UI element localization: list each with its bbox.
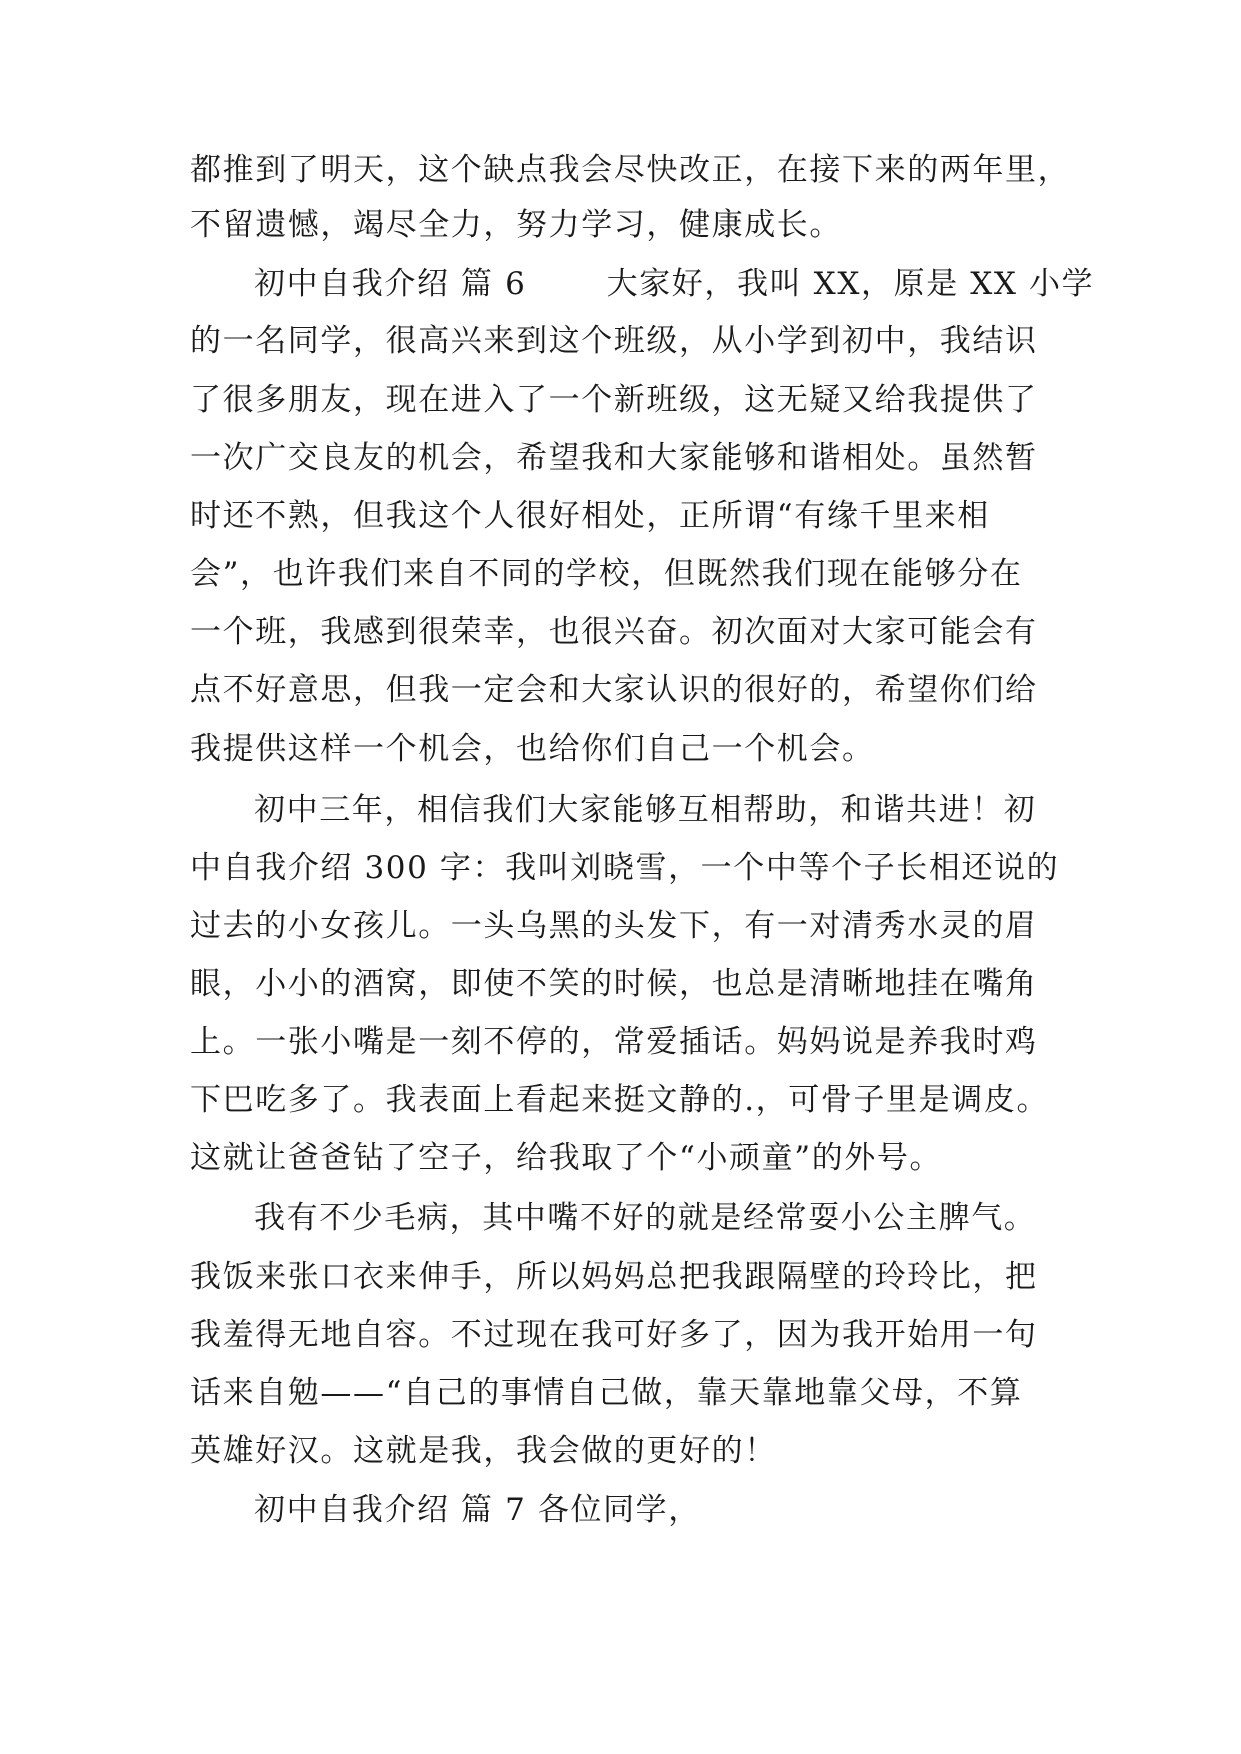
text-line: 英雄好汉。这就是我，我会做的更好的！: [190, 1433, 777, 1469]
text-line: 我饭来张口衣来伸手，所以妈妈总把我跟隔壁的玲玲比，把: [190, 1259, 1038, 1295]
text-line: 点不好意思，但我一定会和大家认识的很好的，希望你们给: [190, 672, 1038, 708]
text-line: 了很多朋友，现在进入了一个新班级，这无疑又给我提供了: [190, 382, 1038, 418]
text-line: 时还不熟，但我这个人很好相处，正所谓“有缘千里来相: [190, 498, 990, 534]
section-heading-line: 初中自我介绍 篇 7 各位同学，: [254, 1492, 701, 1528]
text-line: 眼，小小的酒窝，即使不笑的时候，也总是清晰地挂在嘴角: [190, 966, 1038, 1002]
text-line: 中自我介绍 300 字：我叫刘晓雪，一个中等个子长相还说的: [190, 850, 1060, 886]
text-line: 下巴吃多了。我表面上看起来挺文静的.，可骨子里是调皮。: [190, 1082, 1050, 1118]
text-line: 的一名同学，很高兴来到这个班级，从小学到初中，我结识: [190, 323, 1038, 359]
text-line: 不留遗憾，竭尽全力，努力学习，健康成长。: [190, 207, 842, 243]
text-line: 话来自勉——“自己的事情自己做，靠天靠地靠父母，不算: [190, 1375, 1023, 1411]
text-line: 一次广交良友的机会，希望我和大家能够和谐相处。虽然暂: [190, 440, 1038, 476]
text-line: 初中三年，相信我们大家能够互相帮助，和谐共进！初: [254, 792, 1037, 828]
text-line: 上。一张小嘴是一刻不停的，常爱插话。妈妈说是养我时鸡: [190, 1024, 1038, 1060]
text-line: 我有不少毛病，其中嘴不好的就是经常耍小公主脾气。: [254, 1200, 1037, 1236]
text-line: 过去的小女孩儿。一头乌黑的头发下，有一对清秀水灵的眉: [190, 908, 1038, 944]
text-line: 会”，也许我们来自不同的学校，但既然我们现在能够分在: [190, 556, 1023, 592]
section-heading-line: 初中自我介绍 篇 6 大家好，我叫 XX，原是 XX 小学: [254, 266, 1095, 302]
text-line: 一个班，我感到很荣幸，也很兴奋。初次面对大家可能会有: [190, 614, 1038, 650]
text-line: 我提供这样一个机会，也给你们自己一个机会。: [190, 731, 875, 767]
text-line: 我羞得无地自容。不过现在我可好多了，因为我开始用一句: [190, 1317, 1038, 1353]
text-line: 都推到了明天，这个缺点我会尽快改正，在接下来的两年里，: [190, 152, 1071, 188]
text-line: 这就让爸爸钻了空子，给我取了个“小顽童”的外号。: [190, 1140, 943, 1176]
